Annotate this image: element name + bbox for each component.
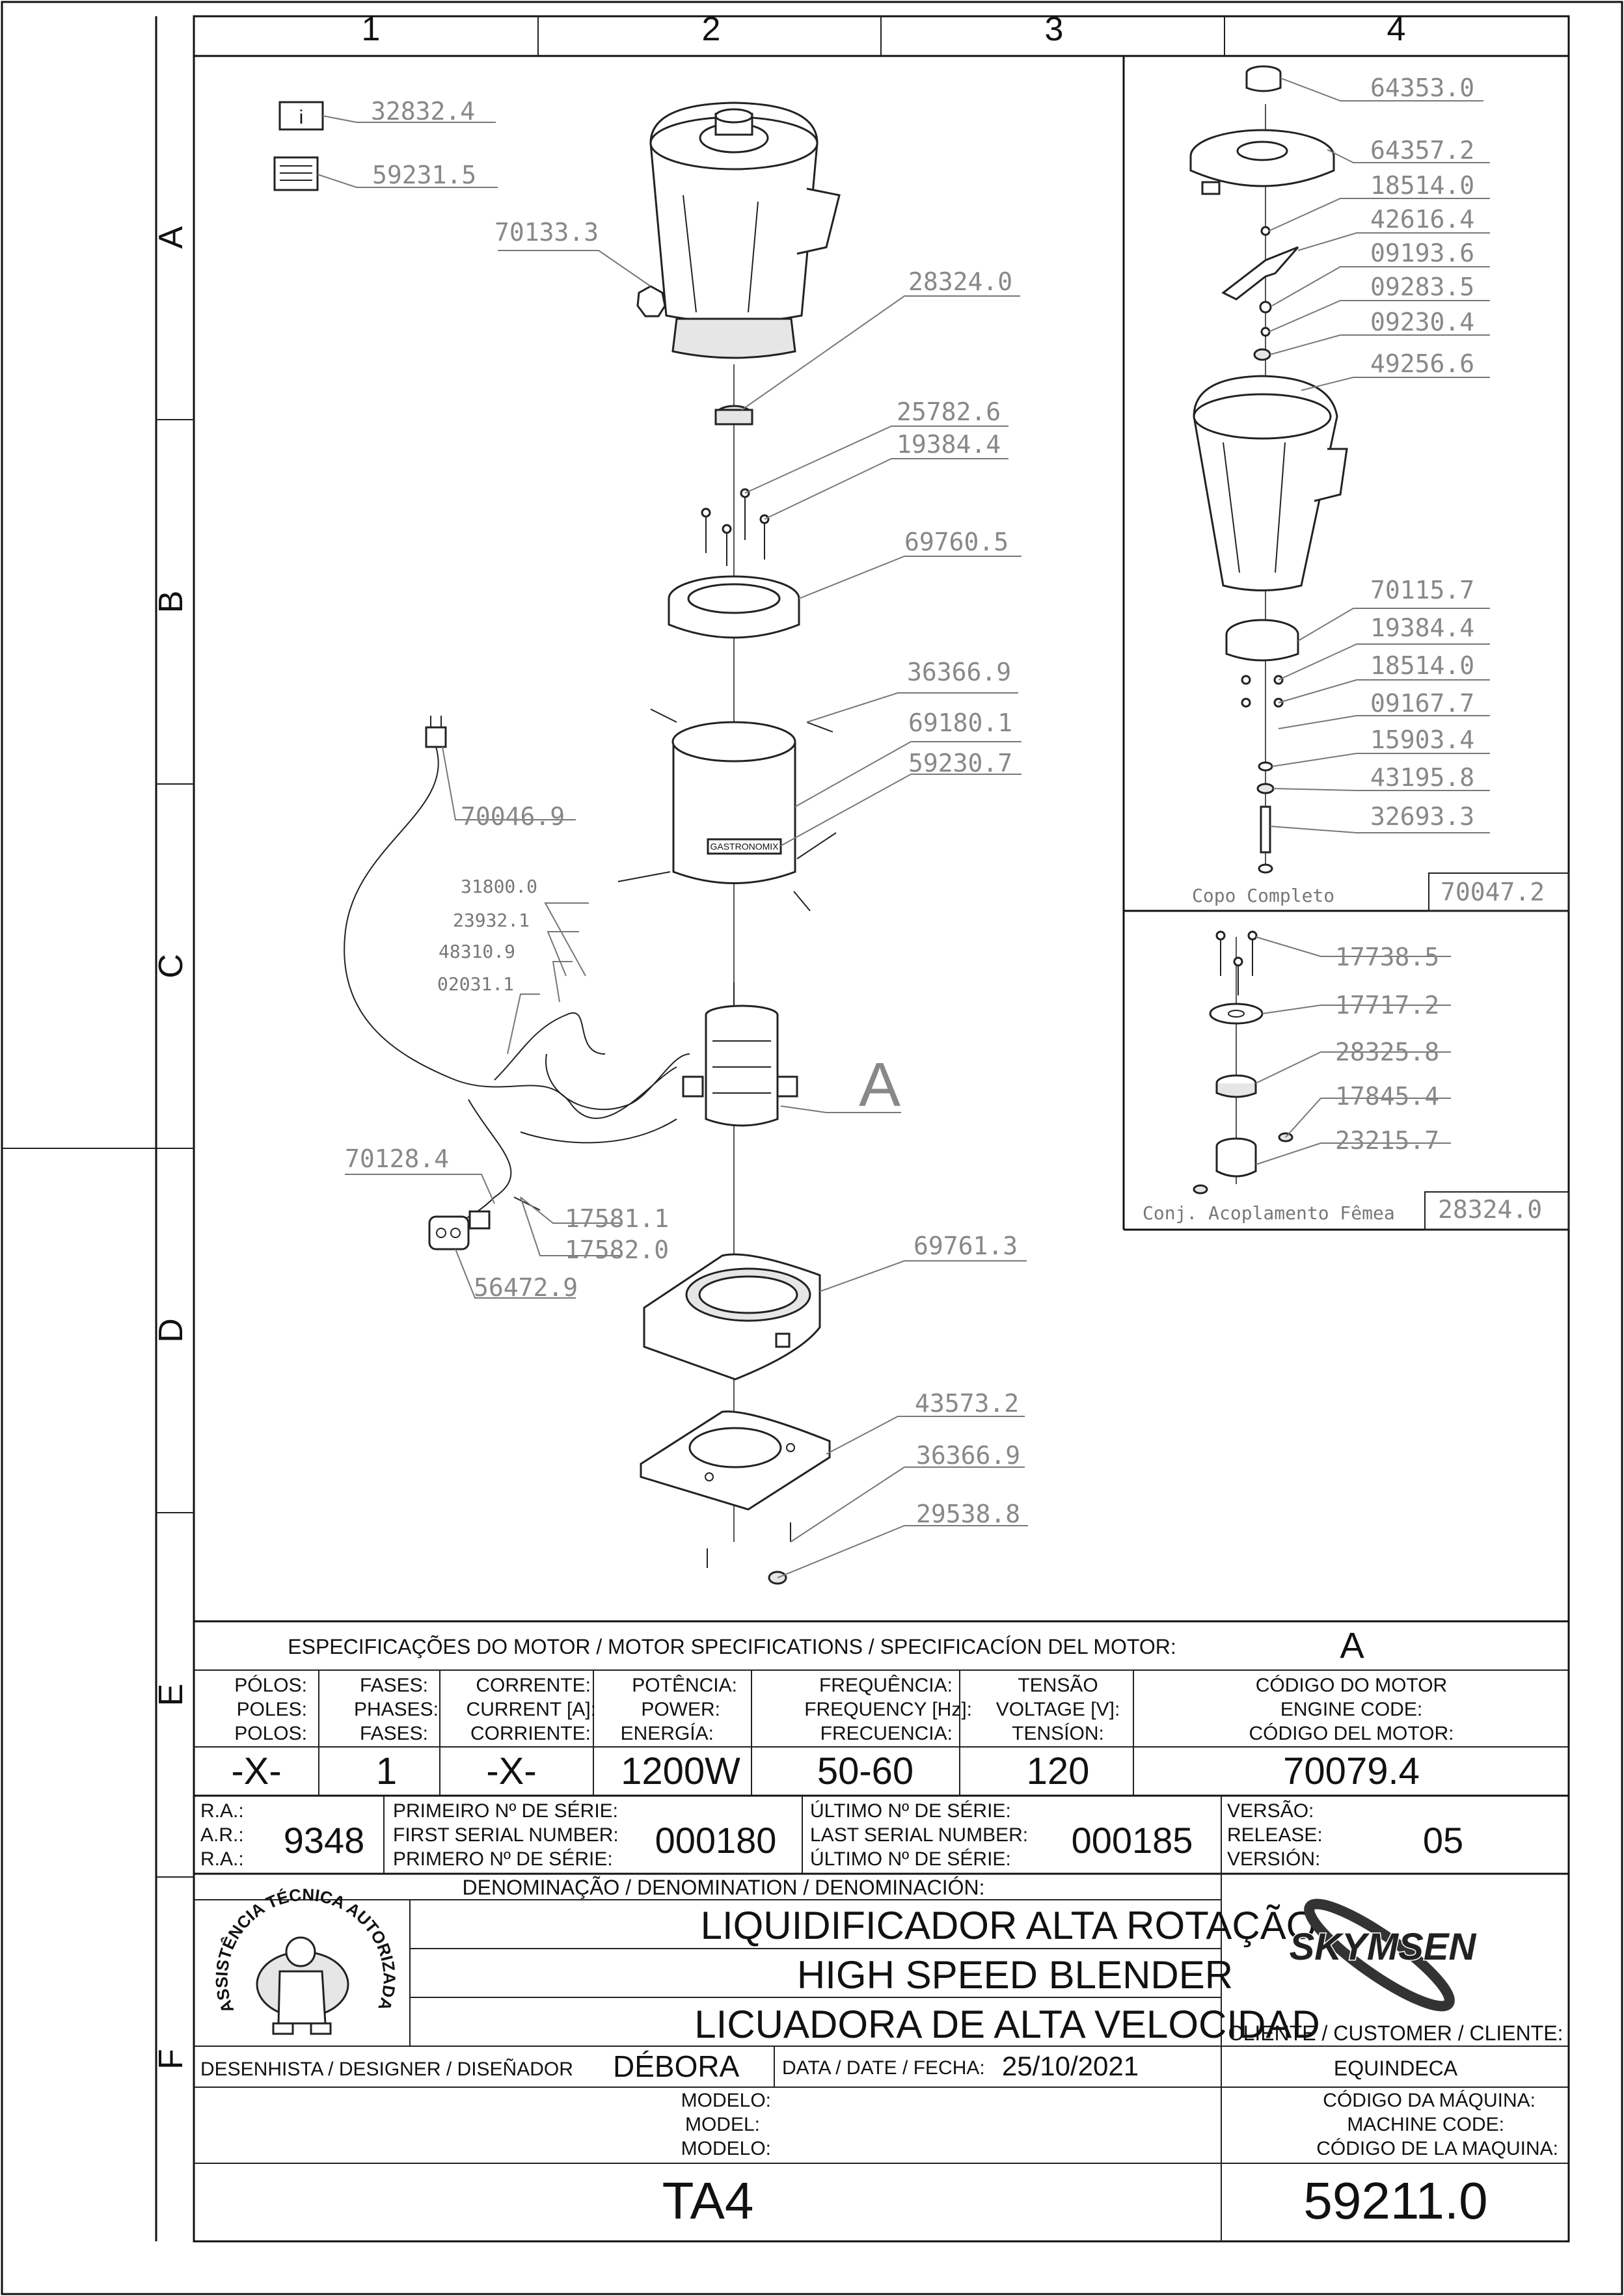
part-label: 18514.0: [1370, 651, 1475, 680]
row-label-a: A: [152, 226, 190, 249]
part-label: 23932.1: [453, 910, 530, 931]
model-label: MODEL:: [684, 2114, 760, 2135]
header-power: POWER:: [641, 1699, 720, 1720]
bottom-plate-part: [641, 1412, 830, 1584]
header-engine-code: ENGINE CODE:: [1280, 1699, 1423, 1720]
last-serial-label: ÚLTIMO Nº DE SÉRIE:: [810, 1848, 1011, 1870]
blender-base-part: [644, 1254, 820, 1379]
last-serial-label: ÚLTIMO Nº DE SÉRIE:: [810, 1800, 1011, 1822]
date-value: 25/10/2021: [1001, 2051, 1139, 2081]
header-power: ENERGÍA:: [620, 1723, 714, 1744]
ra-label: R.A.:: [200, 1800, 244, 1822]
last-serial-value: 000185: [1071, 1820, 1193, 1861]
part-label: 69760.5: [904, 528, 1009, 556]
value-phases: 1: [375, 1750, 398, 1792]
switch-part: [429, 1211, 489, 1249]
part-label: 28325.8: [1335, 1038, 1440, 1066]
part-label: 32693.3: [1370, 802, 1475, 831]
part-label: 09283.5: [1370, 273, 1475, 301]
designer-value: DÉBORA: [613, 2049, 740, 2083]
part-label: 69180.1: [908, 709, 1013, 737]
column-label-3: 3: [1044, 10, 1064, 48]
part-label: 56472.9: [474, 1273, 578, 1302]
top-base-part: [669, 576, 799, 638]
header-phases: FASES:: [359, 1675, 428, 1696]
header-poles: POLES:: [236, 1699, 307, 1720]
part-label: 25782.6: [897, 398, 1001, 426]
skymsen-logo: [1290, 1891, 1477, 2019]
acoplamento-assembly-code: 28324.0: [1438, 1195, 1543, 1224]
date-label: DATA / DATE / FECHA:: [782, 2057, 985, 2079]
header-frequency: FREQUÊNCIA:: [819, 1675, 953, 1696]
part-label: 17845.4: [1335, 1082, 1440, 1111]
machine-code-label: MACHINE CODE:: [1347, 2114, 1504, 2135]
part-label: 28324.0: [908, 267, 1013, 296]
product-name-pt: LIQUIDIFICADOR ALTA ROTAÇÃO: [700, 1904, 1317, 1947]
part-label: 70128.4: [345, 1144, 450, 1173]
part-label: 32832.4: [371, 97, 476, 126]
header-poles: POLOS:: [234, 1723, 307, 1744]
part-label: 64357.2: [1370, 136, 1475, 165]
row-label-f: F: [152, 2049, 190, 2070]
part-label: 42616.4: [1370, 205, 1475, 234]
header-voltage: VOLTAGE [V]:: [995, 1699, 1120, 1720]
part-label: 69761.3: [914, 1232, 1018, 1260]
part-label: 23215.7: [1335, 1126, 1440, 1155]
main-assembly: [275, 97, 1028, 1584]
model-label: MODELO:: [681, 2090, 771, 2111]
value-power: 1200W: [621, 1750, 740, 1792]
part-label: 18514.0: [1370, 171, 1475, 200]
part-label: 17738.5: [1335, 943, 1440, 971]
part-label: 09193.6: [1370, 239, 1475, 267]
part-label: 09167.7: [1370, 689, 1475, 718]
value-frequency: 50-60: [817, 1750, 914, 1792]
row-label-c: C: [152, 954, 190, 979]
header-engine-code: CÓDIGO DEL MOTOR:: [1249, 1723, 1454, 1744]
release-label: VERSIÓN:: [1227, 1848, 1321, 1870]
title-block: [194, 1874, 1569, 2241]
part-label: 70046.9: [461, 802, 565, 831]
part-label: 02031.1: [437, 973, 515, 995]
part-label: 48310.9: [439, 941, 516, 962]
authorized-assistance-seal: [211, 1885, 399, 2034]
acoplamento-inset: [1143, 932, 1569, 1230]
part-label: 15903.4: [1370, 725, 1475, 754]
seal-text: ASSISTÊNCIA TÉCNICA AUTORIZADA: [211, 1884, 399, 2016]
ra-label: A.R.:: [200, 1824, 244, 1846]
machine-code-value: 59211.0: [1303, 2172, 1488, 2230]
header-frequency: FRECUENCIA:: [820, 1723, 953, 1744]
client-label: CLIENTE / CUSTOMER / CLIENTE:: [1228, 2021, 1563, 2045]
first-serial-label: FIRST SERIAL NUMBER:: [393, 1824, 619, 1846]
column-label-1: 1: [361, 10, 381, 48]
part-label: 64353.0: [1370, 74, 1475, 102]
part-label: 29538.8: [916, 1500, 1021, 1528]
part-label: 70133.3: [494, 218, 599, 247]
value-voltage: 120: [1026, 1750, 1090, 1792]
part-label: 19384.4: [1370, 614, 1475, 642]
release-label: RELEASE:: [1227, 1824, 1323, 1846]
first-serial-label: PRIMERO Nº DE SÉRIE:: [393, 1848, 613, 1870]
part-label: 43195.8: [1370, 763, 1475, 792]
motor-reference-letter: A: [859, 1050, 901, 1120]
part-label: 19384.4: [897, 430, 1001, 459]
part-label: 70115.7: [1370, 576, 1475, 604]
jar-callout-marker: [638, 286, 665, 316]
serial-row: [194, 1796, 1569, 1874]
part-label: 36366.9: [907, 658, 1012, 686]
machine-code-label: CÓDIGO DA MÁQUINA:: [1323, 2090, 1536, 2111]
ra-value: 9348: [283, 1820, 365, 1861]
last-serial-label: LAST SERIAL NUMBER:: [810, 1824, 1029, 1846]
part-label: 09230.4: [1370, 308, 1475, 336]
column-label-2: 2: [701, 10, 721, 48]
motor-spec-title: ESPECIFICAÇÕES DO MOTOR / MOTOR SPECIFICATIONS / SPECIFICACÍON DEL MOTOR:: [288, 1635, 1176, 1658]
header-engine-code: CÓDIGO DO MOTOR: [1255, 1675, 1448, 1696]
jar-assembly: [651, 103, 839, 358]
header-poles: PÓLOS:: [234, 1675, 307, 1696]
product-name-en: HIGH SPEED BLENDER: [796, 1953, 1234, 1997]
header-current: CORRIENTE:: [470, 1723, 591, 1744]
part-label: 59230.7: [908, 749, 1013, 777]
header-current: CURRENT [A]:: [466, 1699, 596, 1720]
motor-letter: A: [1340, 1625, 1364, 1666]
row-label-b: B: [152, 590, 190, 614]
screws-top-base: [702, 489, 768, 566]
product-name-es: LICUADORA DE ALTA VELOCIDAD: [694, 2003, 1320, 2046]
copo-assembly-code: 70047.2: [1441, 878, 1545, 906]
ra-label: R.A.:: [200, 1848, 244, 1870]
part-label: 59231.5: [372, 161, 477, 189]
header-frequency: FREQUENCY [Hz]:: [804, 1699, 972, 1720]
header-voltage: TENSÍON:: [1012, 1723, 1104, 1744]
release-label: VERSÃO:: [1227, 1800, 1314, 1822]
value-engine-code: 70079.4: [1283, 1750, 1420, 1792]
header-voltage: TENSÃO: [1018, 1675, 1098, 1696]
model-value: TA4: [662, 2172, 754, 2230]
acoplamento-caption: Conj. Acoplamento Fêmea: [1143, 1202, 1395, 1224]
part-label: 31800.0: [461, 876, 538, 897]
machine-code-label: CÓDIGO DE LA MAQUINA:: [1316, 2138, 1558, 2159]
copo-caption: Copo Completo: [1192, 885, 1335, 906]
first-serial-value: 000180: [655, 1820, 777, 1861]
header-phases: FASES:: [359, 1723, 428, 1744]
part-label: 49256.6: [1370, 349, 1475, 378]
part-label: 43573.2: [915, 1389, 1020, 1418]
row-label-d: D: [152, 1318, 190, 1343]
housing-brand-label: GASTRONOMIX: [710, 841, 779, 852]
column-label-4: 4: [1387, 10, 1406, 48]
designer-label: DESENHISTA / DESIGNER / DISEÑADOR: [200, 2059, 573, 2080]
value-current: -X-: [486, 1750, 537, 1792]
model-label: MODELO:: [681, 2138, 771, 2159]
motor-housing-cylinder: [618, 709, 836, 911]
brand-logo-text: SKYMSEN: [1289, 1926, 1476, 1968]
value-poles: -X-: [231, 1750, 282, 1792]
header-phases: PHASES:: [353, 1699, 439, 1720]
part-label: 17581.1: [565, 1204, 670, 1233]
row-label-e: E: [152, 1683, 190, 1707]
header-current: CORRENTE:: [476, 1675, 591, 1696]
release-value: 05: [1422, 1820, 1464, 1861]
header-power: POTÊNCIA:: [632, 1675, 737, 1696]
client-value: EQUINDECA: [1333, 2057, 1458, 2080]
first-serial-label: PRIMEIRO Nº DE SÉRIE:: [393, 1800, 619, 1822]
denomination-label: DENOMINAÇÃO / DENOMINATION / DENOMINACIÓN:: [462, 1876, 985, 1899]
svg-text:i: i: [299, 107, 304, 128]
part-label: 17582.0: [565, 1236, 670, 1264]
motor-part: [683, 982, 797, 1126]
motor-spec-table: [194, 1621, 1569, 1796]
part-label: 17717.2: [1335, 991, 1440, 1020]
part-label: 36366.9: [916, 1441, 1021, 1470]
